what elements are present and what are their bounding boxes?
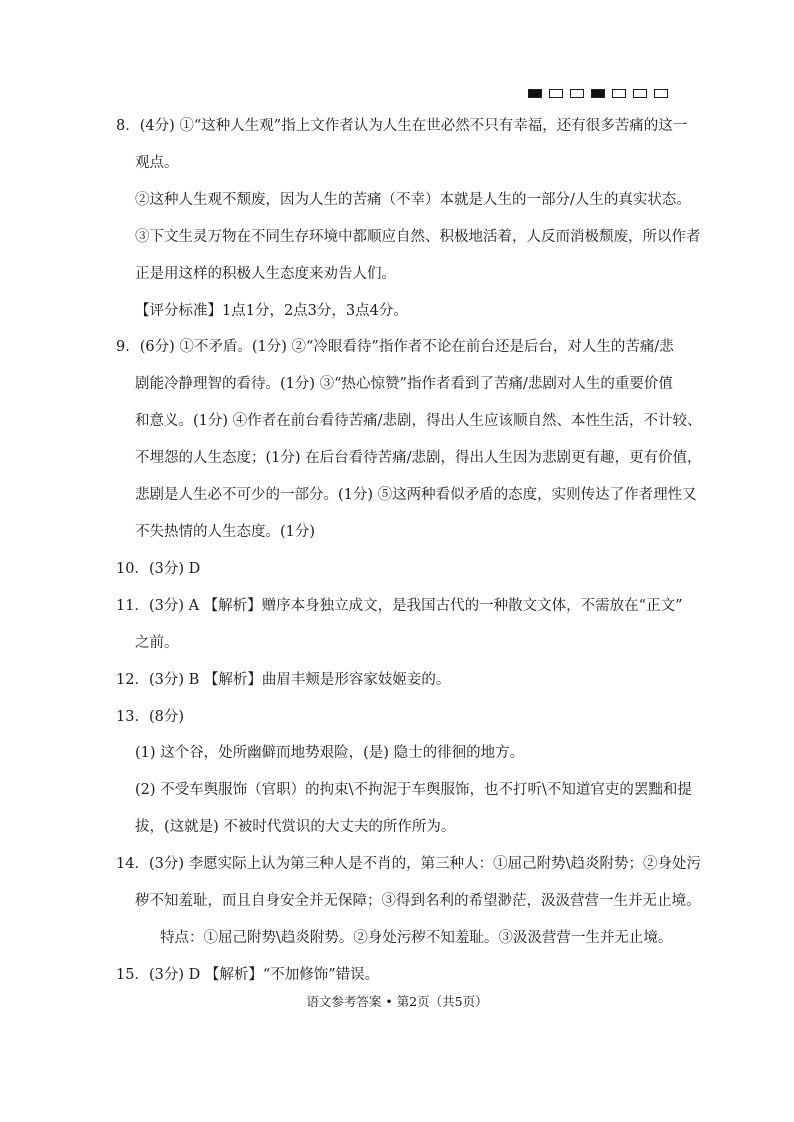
answer-line: 13．(8分) — [116, 708, 184, 725]
answer-line: 14．(3分) 李愿实际上认为第三种人是不肖的，第三种人：①屈己附势\趋炎附势；②身处污 — [116, 856, 701, 873]
answer-line: 正是用这样的积极人生态度来劝告人们。 — [135, 265, 396, 282]
page-marker-squares — [528, 89, 668, 98]
answer-line: ③下文生灵万物在不同生存环境中都顺应自然、积极地活着，人反而消极颓废，所以作者 — [135, 228, 701, 245]
answer-line: 秽不知羞耻，而且自身安全并无保障；③得到名利的希望渺茫，汲汲营营一生并无止境。 — [135, 893, 701, 910]
answer-line: 8．(4分) ①“这种人生观”指上文作者认为人生在世必然不只有幸福，还有很多苦痛的这一 — [116, 118, 688, 134]
answer-line: 剧能冷静理智的看待。(1分) ③“热心惊赞”指作者看到了苦痛/悲剧对人生的重要价值 — [135, 376, 673, 393]
answer-line: 之前。 — [135, 634, 179, 651]
answer-line: 11．(3分) A 【解析】赠序本身独立成文，是我国古代的一种散文文体，不需放在“正文” — [116, 597, 683, 614]
page-footer: 语文参考答案 • 第2页（共5页） — [306, 994, 488, 1009]
answer-line: 9．(6分) ①不矛盾。(1分) ②“冷眼看待”指作者不论在前台还是后台，对人生的苦痛/悲 — [116, 339, 674, 356]
marker-square-7 — [654, 89, 668, 98]
answer-line: 观点。 — [135, 154, 179, 171]
answer-line: 不埋怨的人生态度；(1分) 在后台看待苦痛/悲剧，得出人生因为悲剧更有趣，更有价值， — [135, 450, 702, 467]
answer-line: 15．(3分) D 【解析】“不加修饰”错误。 — [116, 966, 380, 983]
answer-line: (1) 这个谷，处所幽僻而地势艰险，(是) 隐士的徘徊的地方。 — [135, 745, 525, 762]
answer-line: 不失热情的人生态度。(1分) — [135, 523, 316, 540]
marker-square-6 — [633, 89, 647, 98]
answer-line: ②这种人生观不颓废，因为人生的苦痛（不幸）本就是人生的一部分/人生的真实状态。 — [135, 191, 691, 208]
marker-square-2 — [549, 89, 563, 98]
answer-line: 和意义。(1分) ④作者在前台看待苦痛/悲剧，得出人生应该顺自然、本性生活，不计较、 — [135, 413, 702, 430]
answer-line: (2) 不受车舆服饰（官职）的拘束\不拘泥于车舆服饰，也不打听\不知道官吏的罢黜和提 — [135, 782, 692, 799]
answer-line: 拔，(这就是) 不被时代赏识的大丈夫的所作所为。 — [135, 819, 456, 836]
answer-line: 12．(3分) B 【解析】曲眉丰颊是形容家妓姬妾的。 — [116, 671, 451, 688]
marker-square-5 — [612, 89, 626, 98]
marker-square-1 — [528, 89, 542, 98]
marker-square-4 — [591, 89, 605, 98]
marker-square-3 — [570, 89, 584, 98]
answer-line: 悲剧是人生必不可少的一部分。(1分) ⑤这两种看似矛盾的态度，实则传达了作者理性又 — [135, 487, 697, 504]
scoring-standard: 【评分标准】1点1分，2点3分，3点4分。 — [135, 302, 408, 319]
answer-line: 10．(3分) D — [116, 560, 201, 577]
answer-line: 特点：①屈己附势\趋炎附势。②身处污秽不知羞耻。③汲汲营营一生并无止境。 — [160, 929, 673, 946]
answer-content — [116, 108, 702, 994]
